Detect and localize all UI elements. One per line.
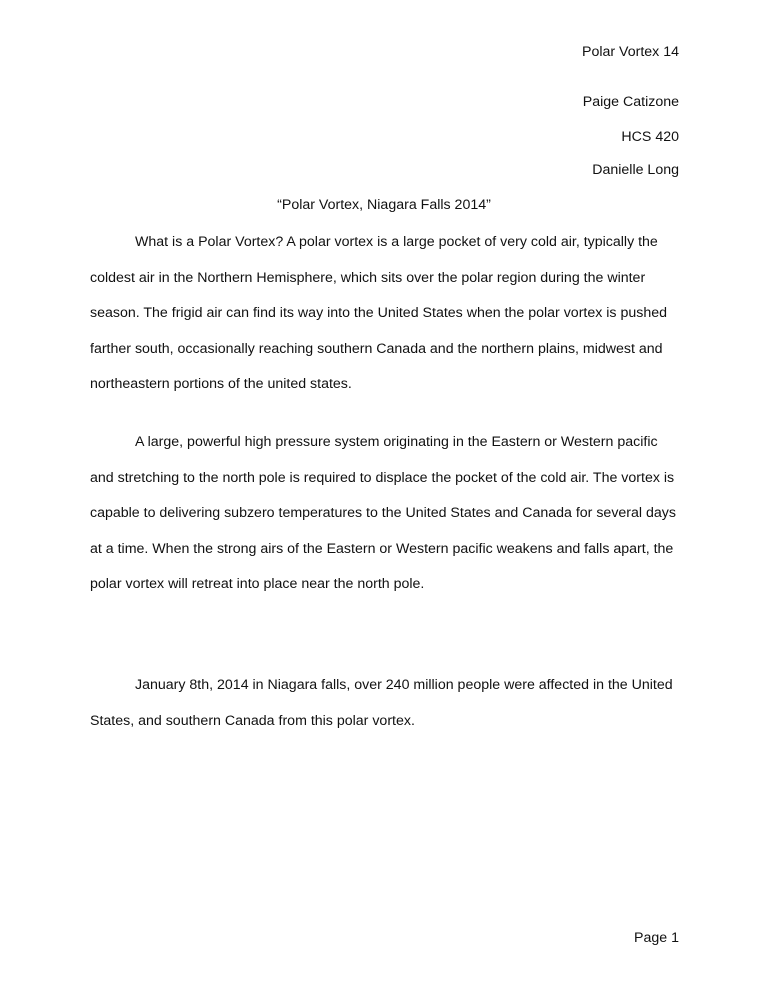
body-paragraph: January 8th, 2014 in Niagara falls, over 240 million people were affected in the United States, and southern Canada from this polar vortex. xyxy=(90,677,673,729)
page-number: Page 1 xyxy=(634,930,679,946)
running-head: Polar Vortex 14 xyxy=(581,44,679,60)
document-title: “Polar Vortex, Niagara Falls 2014” xyxy=(277,197,491,213)
author-name: Paige Catizone xyxy=(582,94,679,110)
body-paragraph: A large, powerful high pressure system originating in the Eastern or Western pacific and stretching to the north pole is required to displace the pocket of the cold air. The vortex is capable to delivering subzero temperatures to the United States and Canada for several days at a time. When the strong airs of the Eastern or Western pacific weakens and falls apart, the polar vortex will retreat into place near the north pole. xyxy=(90,434,676,593)
course-code: HCS 420 xyxy=(621,129,679,145)
body-paragraph: What is a Polar Vortex? A polar vortex is a large pocket of very cold air, typically the coldest air in the Northern Hemisphere, which sits over the polar region during the winter season. The frigid air can find its way into the United States when the polar vortex is pushed farther south, occasionally reaching southern Canada and the northern plains, midwest and northeastern portions of the united states. xyxy=(90,234,668,393)
instructor-name: Danielle Long xyxy=(592,162,679,178)
